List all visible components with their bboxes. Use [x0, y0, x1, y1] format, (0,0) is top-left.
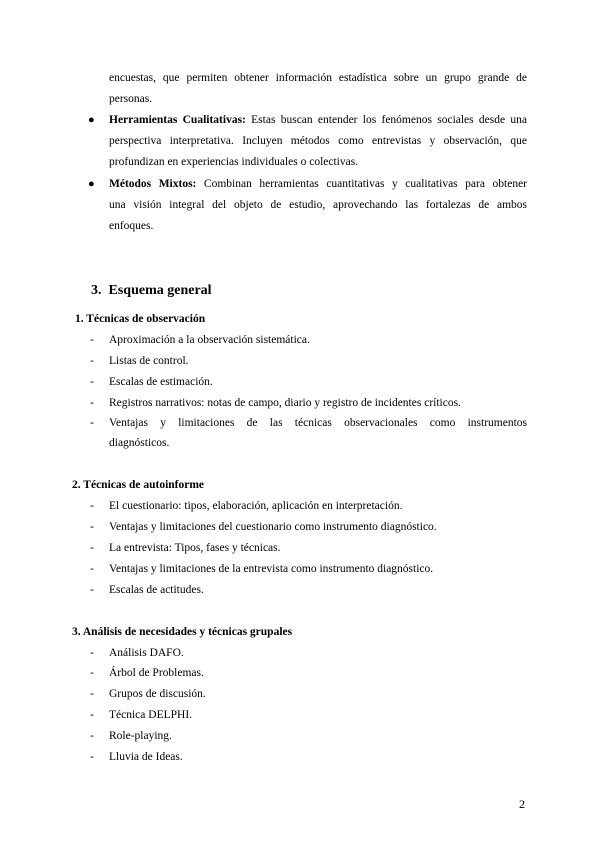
- list-item: Grupos de discusión.: [109, 688, 206, 700]
- intro-line-2: personas.: [109, 93, 153, 105]
- list-item: Escalas de estimación.: [109, 376, 213, 388]
- bullet-icon: ●: [88, 114, 95, 126]
- bullet-cualitativas-line-2: perspectiva interpretativa. Incluyen métodos como entrevistas y observación, que: [109, 135, 527, 147]
- list-item: Escalas de actitudes.: [109, 584, 204, 596]
- section-heading: [91, 282, 212, 300]
- section-number: 3.: [91, 283, 102, 298]
- dash-icon: -: [90, 667, 94, 679]
- list-item: La entrevista: Tipos, fases y técnicas.: [109, 542, 281, 554]
- intro-line-1: encuestas, que permiten obtener información estadística sobre un grupo grande de: [109, 72, 527, 84]
- list-item: Role-playing.: [109, 730, 172, 742]
- dash-icon: -: [90, 647, 94, 659]
- group-heading-observacion: 1. Técnicas de observación: [75, 313, 206, 325]
- list-item-continuation: diagnósticos.: [109, 437, 170, 449]
- section-title: Esquema general: [108, 283, 212, 298]
- group-heading-necesidades: 3. Análisis de necesidades y técnicas grupales: [72, 626, 293, 638]
- list-item: Registros narrativos: notas de campo, diario y registro de incidentes críticos.: [109, 397, 461, 409]
- dash-icon: -: [90, 563, 94, 575]
- group-heading-autoinforme: 2. Técnicas de autoinforme: [72, 479, 205, 491]
- dash-icon: -: [90, 730, 94, 742]
- bullet-mixtos-line-1: [109, 177, 527, 191]
- list-item: Análisis DAFO.: [109, 647, 184, 659]
- dash-icon: -: [90, 355, 94, 367]
- dash-icon: -: [90, 500, 94, 512]
- bullet-cualitativas-line-3: profundizan en experiencias individuales o colectivas.: [109, 156, 359, 168]
- bullet-mixtos-text: Combinan herramientas cuantitativas y cualitativas para obtener: [196, 178, 527, 190]
- dash-icon: -: [90, 709, 94, 721]
- dash-icon: -: [90, 751, 94, 763]
- dash-icon: -: [90, 417, 94, 429]
- bullet-cualitativas-term: Herramientas Cualitativas:: [109, 114, 246, 126]
- dash-icon: -: [90, 521, 94, 533]
- list-item: Ventajas y limitaciones de la entrevista como instrumento diagnóstico.: [109, 563, 434, 575]
- dash-icon: -: [90, 334, 94, 346]
- bullet-mixtos-line-2: una visión integral del objeto de estudio, aprovechando las fortalezas de ambos: [109, 199, 527, 211]
- list-item: Ventajas y limitaciones de las técnicas observacionales como instrumentos: [109, 417, 527, 429]
- bullet-cualitativas-line-1: [109, 113, 527, 127]
- list-item: Listas de control.: [109, 355, 189, 367]
- list-item: Árbol de Problemas.: [109, 667, 204, 679]
- dash-icon: -: [90, 397, 94, 409]
- dash-icon: -: [90, 542, 94, 554]
- page-number: 2: [519, 797, 525, 811]
- bullet-cualitativas-text: Estas buscan entender los fenómenos sociales desde una: [245, 114, 527, 126]
- list-item: Técnica DELPHI.: [109, 709, 193, 721]
- dash-icon: -: [90, 584, 94, 596]
- list-item: Aproximación a la observación sistemática.: [109, 334, 310, 346]
- dash-icon: -: [90, 376, 94, 388]
- bullet-icon: ●: [88, 178, 95, 190]
- list-item: El cuestionario: tipos, elaboración, aplicación en interpretación.: [109, 500, 403, 512]
- bullet-mixtos-line-3: enfoques.: [109, 220, 154, 232]
- bullet-mixtos-term: Métodos Mixtos:: [109, 178, 197, 190]
- list-item: Lluvia de Ideas.: [109, 751, 183, 763]
- dash-icon: -: [90, 688, 94, 700]
- list-item: Ventajas y limitaciones del cuestionario como instrumento diagnóstico.: [109, 521, 437, 533]
